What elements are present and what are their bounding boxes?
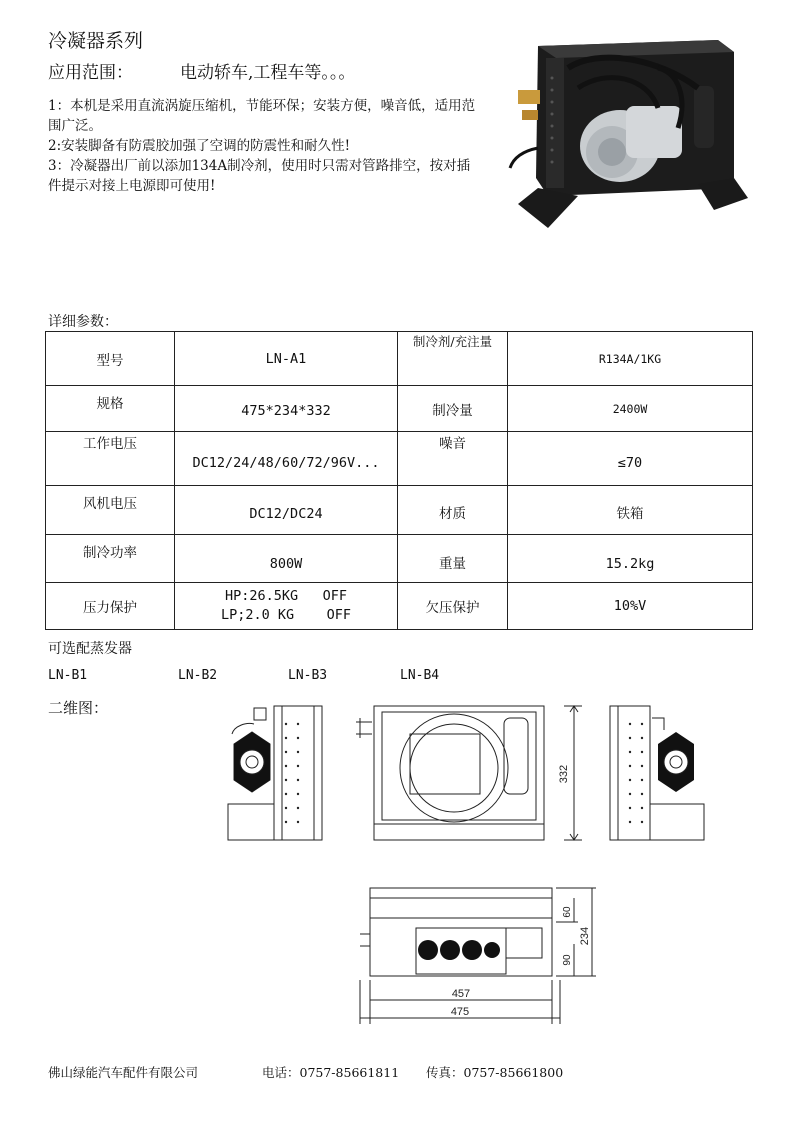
- spec-value: 800W: [175, 535, 398, 583]
- spec-label: 型号: [46, 332, 175, 386]
- phone: 电话：0757-85661811: [262, 1065, 400, 1080]
- spec-value: 2400W: [508, 386, 753, 432]
- spec-value: DC12/DC24: [175, 486, 398, 535]
- spec-label: 工作电压: [46, 432, 175, 486]
- front-view: [354, 704, 586, 842]
- spec-value: R134A/1KG: [508, 332, 753, 386]
- dim-width-inner: 457: [451, 988, 471, 1000]
- dim-90: 90: [562, 954, 573, 966]
- spec-table: [45, 331, 753, 630]
- dim-width-outer: 475: [450, 1006, 470, 1018]
- application-label: 应用范围：: [48, 63, 133, 83]
- spec-label: 噪音: [398, 432, 508, 486]
- table-row: [46, 583, 753, 630]
- spec-label: 欠压保护: [398, 583, 508, 630]
- spec-value: [175, 583, 398, 630]
- pressure-lp: LP;2.0 KG OFF: [220, 607, 352, 623]
- feature-list: [48, 96, 478, 196]
- dim-height: 332: [558, 764, 570, 784]
- pressure-hp: HP:26.5KG OFF: [225, 588, 347, 604]
- top-view: [356, 884, 606, 1026]
- dim-60: 60: [562, 906, 573, 918]
- spec-value: DC12/24/48/60/72/96V...: [175, 432, 398, 486]
- evaporator-heading: 可选配蒸发器: [48, 641, 132, 657]
- feature-item: 3：冷凝器出厂前以添加134A制冷剂，使用时只需对管路排空，按对插件提示对接上电源即可使用!: [48, 158, 471, 194]
- spec-label: 风机电压: [46, 486, 175, 535]
- evaporator-item: LN-B3: [288, 668, 328, 683]
- table-row: [46, 535, 753, 583]
- table-row: [46, 486, 753, 535]
- table-row: [46, 432, 753, 486]
- evaporator-item: LN-B4: [400, 668, 440, 683]
- feature-item: 1：本机是采用直流涡旋压缩机，节能环保；安装方便，噪音低，适用范围广泛。: [48, 98, 476, 134]
- table-row: [46, 386, 753, 432]
- spec-value: 15.2kg: [508, 535, 753, 583]
- spec-value: 10%V: [508, 583, 753, 630]
- side-view-right: [608, 704, 708, 842]
- spec-value: ≤70: [508, 432, 753, 486]
- spec-value: 铁箱: [508, 486, 753, 535]
- spec-label: 制冷功率: [46, 535, 175, 583]
- table-row: [46, 332, 753, 386]
- spec-label: 压力保护: [46, 583, 175, 630]
- spec-label: 制冷量: [398, 386, 508, 432]
- spec-value: 475*234*332: [175, 386, 398, 432]
- company-name: 佛山绿能汽车配件有限公司: [48, 1065, 199, 1080]
- params-heading: 详细参数：: [48, 314, 118, 330]
- dim-depth: 234: [579, 926, 591, 946]
- spec-label: 规格: [46, 386, 175, 432]
- drawing-label: 二维图：: [48, 699, 109, 717]
- spec-value: LN-A1: [175, 332, 398, 386]
- evaporator-item: LN-B1: [48, 668, 88, 683]
- side-view-left: [224, 704, 326, 842]
- fax: 传真：0757-85661800: [426, 1065, 564, 1080]
- evaporator-item: LN-B2: [178, 668, 218, 683]
- spec-label: 制冷剂/充注量: [398, 332, 508, 386]
- spec-label: 材质: [398, 486, 508, 535]
- application-value: 电动轿车,工程车等。。。: [180, 63, 356, 83]
- spec-label: 重量: [398, 535, 508, 583]
- feature-item: 2:安装脚备有防震胶加强了空调的防震性和耐久性!: [48, 138, 351, 154]
- product-photo: [508, 28, 754, 240]
- page-title: 冷凝器系列: [48, 30, 144, 52]
